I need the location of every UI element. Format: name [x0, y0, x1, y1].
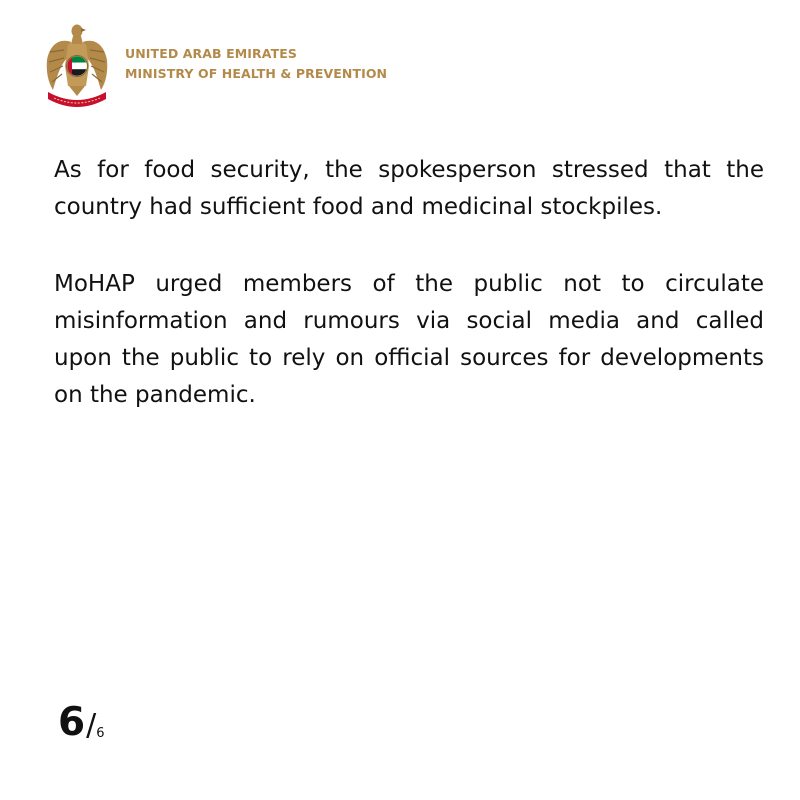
paragraph-food-security: As for food security, the spokesperson stressed that the country had sufficient food and medicinal stockpiles. [54, 157, 764, 220]
article-body [54, 152, 764, 454]
ministry-line-ministry: MINISTRY OF HEALTH & PREVENTION [125, 66, 388, 81]
page-current: 6 [58, 700, 86, 745]
ministry-name [125, 44, 387, 84]
ministry-header [44, 22, 387, 108]
ministry-line-country: UNITED ARAB EMIRATES [125, 46, 297, 61]
page-total: 6 [96, 726, 105, 741]
uae-falcon-emblem-icon [44, 22, 110, 108]
page-separator: / [86, 708, 97, 743]
page-indicator [58, 700, 105, 745]
paragraph-misinformation: MoHAP urged members of the public not to circulate misinformation and rumours via social media and called upon the public to rely on official sources for developments on the pandemic. [54, 271, 764, 408]
